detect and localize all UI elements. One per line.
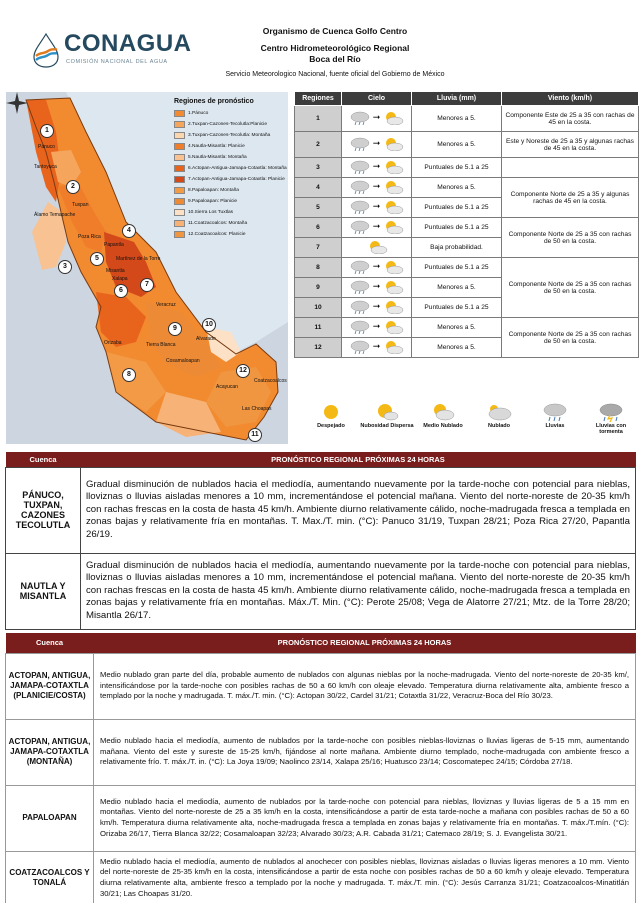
wind-cell: Componente Norte de 25 a 35 con rachas de 50 en la costa. xyxy=(502,258,639,318)
legend-swatch xyxy=(174,198,185,205)
rain-cell: Puntuales de 5.1 a 25 xyxy=(412,258,502,278)
arrow-right-icon: ➞ xyxy=(372,221,381,231)
sky-cell xyxy=(342,106,412,132)
rain-cloud-icon xyxy=(349,200,371,214)
table-row xyxy=(6,719,636,785)
legend-label: 5.Nautla-Misantla: Montaña xyxy=(188,155,247,160)
legend-item xyxy=(174,196,288,207)
table-row xyxy=(295,318,639,338)
legend-partly-cloudy xyxy=(416,402,470,444)
table-row xyxy=(295,258,639,278)
legend-swatch xyxy=(174,110,185,117)
wind-cell: Componente Este de 25 a 35 con rachas de 45 en la costa. xyxy=(502,106,639,132)
sun-cloud-icon xyxy=(382,260,404,274)
legend-swatch xyxy=(174,121,185,128)
region-label-10: 10 xyxy=(202,318,216,332)
legend-item xyxy=(174,130,288,141)
legend-item xyxy=(174,218,288,229)
table-row xyxy=(295,132,639,158)
center-location: Boca del Río xyxy=(309,54,361,64)
city-label: Veracruz xyxy=(156,302,176,308)
sky-cell xyxy=(342,158,412,178)
legend-item xyxy=(174,108,288,119)
rain-cloud-icon xyxy=(349,260,371,274)
region-number: 1 xyxy=(295,106,342,132)
region-label-9: 9 xyxy=(168,322,182,336)
region-number: 10 xyxy=(295,298,342,318)
sky-cell xyxy=(342,238,412,258)
forecast-table-north xyxy=(5,452,636,630)
table-row xyxy=(6,851,636,903)
forecast-text: Medio nublado hacia el mediodía, aumento de nublados por la tarde-noche con potencial para nieblas, lloviznas y lluvias ligeras de 5 a 15 mm en montañas. Viento del norte-noreste de 25 a 35 km/h en la costa, intensificándose a partir de esta tarde-noche a mañana con posibles rachas de 50 a 60 km/h. Temperatura diurna relativamente alta, noche-madrugada fresca a templada en zonas bajas y relativamente fría en montañas. T. máx./T.mín. (°C): Orizaba 26/17, Tierra Blanca 32/22; Cosamaloapan 32/23; Alvarado 30/23; A.R. Cabada 31/21; Catemaco 28/19; S. J. Evangelista 30/21. xyxy=(94,785,636,851)
city-label: Tantoyuca xyxy=(34,164,57,170)
sun-cloud-icon xyxy=(382,160,404,174)
sky-cell xyxy=(342,318,412,338)
arrow-right-icon: ➞ xyxy=(372,201,381,211)
legend-label: 3.Tuxpan-Cazones-Tecolutla: Montaña xyxy=(188,133,271,138)
city-label: Tuxpan xyxy=(72,202,89,208)
forecast-text: Gradual disminución de nublados hacia el mediodía, aumentando nuevamente por la tarde-noche con potencial para nieblas, lloviznas o lluvias aisladas menores a 10 mm, incrementándose el potencial mañana. Viento del norte-noreste de 20-35 km/h con rachas frescas en la costa de hasta 45 km/h. Ambiente diurno relativamente cálido, noche-madrugada fresca a templada en zonas bajas y relativamente fría en montañas. Máx./T. Min. (°C): Perote 25/08; Vega de Alatorre 27/21; Mtz. de la Torre 28/20; Misantla 26/17. xyxy=(81,553,636,629)
table-row xyxy=(295,218,639,238)
legend-scattered xyxy=(360,402,414,444)
city-label: Coatzacoalcos xyxy=(254,378,287,384)
organization-name: Organismo de Cuenca Golfo Centro xyxy=(262,26,408,36)
forecast-table-south xyxy=(5,633,636,903)
logo-subtitle: COMISIÓN NACIONAL DEL AGUA xyxy=(66,59,168,65)
city-label: Cosamaloapan xyxy=(166,358,200,364)
region-label-12: 12 xyxy=(236,364,250,378)
header-wind: Viento (km/h) xyxy=(502,92,639,106)
legend-partly-cloudy-label: Medio Nublado xyxy=(423,423,463,429)
rain-cloud-icon xyxy=(349,340,371,354)
legend-clear-label: Despejado xyxy=(317,423,345,429)
header-sky: Cielo xyxy=(342,92,412,106)
region-number: 9 xyxy=(295,278,342,298)
region-number: 4 xyxy=(295,178,342,198)
sun-cloud-icon xyxy=(382,111,404,125)
rain-cloud-icon xyxy=(349,180,371,194)
rain-cell: Menores a 5. xyxy=(412,106,502,132)
region-number: 3 xyxy=(295,158,342,178)
legend-label: 10.Sierra Los Tuxtlas xyxy=(188,210,234,215)
legend-swatch xyxy=(174,220,185,227)
rain-cloud-icon xyxy=(349,320,371,334)
region-label-6: 6 xyxy=(114,284,128,298)
rain-cell: Puntuales de 5.1 a 25 xyxy=(412,198,502,218)
sky-cell xyxy=(342,278,412,298)
region-label-2: 2 xyxy=(66,180,80,194)
city-label: Alvarado xyxy=(196,336,216,342)
rain-cell: Menores a 5. xyxy=(412,318,502,338)
region-number: 6 xyxy=(295,218,342,238)
wind-cell: Componente Norte de 25 a 35 y algunas rachas de 45 en la costa. xyxy=(502,178,639,218)
basin-name: PÁNUCO, TUXPAN, CAZONES TECOLUTLA xyxy=(6,467,81,553)
sky-cell xyxy=(342,338,412,358)
rain-cell: Menores a 5. xyxy=(412,178,502,198)
legend-label: 2.Tuxpan-Cazones-Tecolutla:Planicie xyxy=(188,122,268,127)
sun-cloud-icon xyxy=(382,340,404,354)
legend-label: 7.Actopan-Antigua-Jamapa-Cotaxtla: Planicie xyxy=(188,177,285,182)
sun-cloud-icon xyxy=(382,220,404,234)
rain-cell: Puntuales de 5.1 a 25 xyxy=(412,298,502,318)
legend-title: Regiones de pronóstico xyxy=(174,98,254,105)
sky-cell xyxy=(342,178,412,198)
region-label-4: 4 xyxy=(122,224,136,238)
region-label-7: 7 xyxy=(140,278,154,292)
wind-cell-empty xyxy=(502,158,639,178)
city-label: Misantla xyxy=(106,268,125,274)
arrow-right-icon: ➞ xyxy=(372,281,381,291)
legend-label: 4.Nautla-Misantla: Planicie xyxy=(188,144,245,149)
legend-label: 12.Coatzacoalcos: Planicie xyxy=(188,232,246,237)
page-header xyxy=(0,0,640,88)
region-number: 2 xyxy=(295,132,342,158)
arrow-right-icon: ➞ xyxy=(372,341,381,351)
region-label-1: 1 xyxy=(40,124,54,138)
basin-name: ACTOPAN, ANTIGUA, JAMAPA-COTAXTLA (PLANICIE/COSTA) xyxy=(6,653,94,719)
legend-cloudy xyxy=(472,402,526,444)
conagua-logo xyxy=(30,28,190,72)
legend-item xyxy=(174,229,288,240)
t1-header-forecast: PRONÓSTICO REGIONAL PRÓXIMAS 24 HORAS xyxy=(81,452,636,467)
logo-wordmark: CONAGUA xyxy=(64,30,192,57)
t2-header-basin: Cuenca xyxy=(6,633,94,653)
region-label-11: 11 xyxy=(248,428,262,442)
forecast-text: Medio nublado hacia el mediodía, aumento de nublados por la tarde-noche con posibles nieblas-lloviznas o lluvias ligeras de 5-15 mm, aumentando mañana. Viento del este y sureste de 15-25 km/h, fijándose al norte mañana. Ambiente diurno templado, noche-madrugada con ambiente fresco a relativamente frío. T. máx./T. in. (°C): La Joya 19/09; Naolinco 23/14, Xalapa 25/16; Huatusco 23/14; Coscomatepec 24/15; Córdoba 27/18. xyxy=(94,719,636,785)
table-row xyxy=(6,553,636,629)
arrow-right-icon: ➞ xyxy=(372,301,381,311)
sun-cloud-icon xyxy=(382,200,404,214)
t1-header-basin: Cuenca xyxy=(6,452,81,467)
rain-cell: Puntuales de 5.1 a 25 xyxy=(412,218,502,238)
region-number: 5 xyxy=(295,198,342,218)
conagua-drop-icon xyxy=(30,32,62,68)
region-label-8: 8 xyxy=(122,368,136,382)
legend-label: 11.Coatzacoalcos: Montaña xyxy=(188,221,248,226)
city-label: Papantla xyxy=(104,242,124,248)
rain-cloud-icon xyxy=(349,220,371,234)
sky-cell xyxy=(342,218,412,238)
wind-cell: Componente Norte de 25 a 35 con rachas de 50 en la costa. xyxy=(502,218,639,258)
legend-swatch xyxy=(174,187,185,194)
city-label: Álamo Temapache xyxy=(34,212,76,218)
arrow-right-icon: ➞ xyxy=(372,138,381,148)
legend-item xyxy=(174,185,288,196)
rain-cell: Menores a 5. xyxy=(412,278,502,298)
sun-cloud-icon xyxy=(382,180,404,194)
arrow-right-icon: ➞ xyxy=(372,112,381,122)
region-number: 8 xyxy=(295,258,342,278)
storm-icon xyxy=(598,402,624,422)
legend-swatch xyxy=(174,143,185,150)
sun-cloud-icon xyxy=(382,300,404,314)
legend-scattered-label: Nubosidad Dispersa xyxy=(360,423,414,429)
service-line: Servicio Meteorologico Nacional, fuente oficial del Gobierno de México xyxy=(225,71,445,78)
legend-swatch xyxy=(174,176,185,183)
sky-cell xyxy=(342,298,412,318)
city-label: Acayucan xyxy=(216,384,238,390)
table-row xyxy=(295,158,639,178)
sky-cell xyxy=(342,132,412,158)
city-label: Las Choapas xyxy=(242,406,272,412)
region-label-3: 3 xyxy=(58,260,72,274)
basin-name: COATZACOALCOS Y TONALÁ xyxy=(6,851,94,903)
legend-cloudy-label: Nublado xyxy=(488,423,510,429)
city-label: Orizaba xyxy=(104,340,122,346)
rain-cell: Menores a 5. xyxy=(412,132,502,158)
legend-swatch xyxy=(174,231,185,238)
map-legend xyxy=(174,98,288,240)
legend-storm xyxy=(584,402,638,444)
city-label: Poza Rica xyxy=(78,234,101,240)
arrow-right-icon: ➞ xyxy=(372,181,381,191)
city-label: Martínez de la Torre xyxy=(116,256,161,262)
region-number: 12 xyxy=(295,338,342,358)
legend-item xyxy=(174,152,288,163)
rain-cloud-icon xyxy=(349,137,371,151)
forecast-text: Gradual disminución de nublados hacia el mediodía, aumentando nuevamente por la tarde-noche con potencial para nieblas, lloviznas o lluvias aisladas menores a 10 mm, incrementándose el potencial mañana. Viento del norte-noreste de 20-35 km/h con rachas frescas en la costa de hasta 45 km/h. Ambiente diurno relativamente cálido, noche-madrugada fresca a templada en zonas bajas y relativamente fría en montañas. T. Max./T. min. (°C): Panuco 31/19, Tuxpan 28/21; Poza Rica 27/20, Papantla 26/19. xyxy=(81,467,636,553)
rain-cell: Puntuales de 5.1 a 25 xyxy=(412,158,502,178)
arrow-right-icon: ➞ xyxy=(372,161,381,171)
legend-swatch xyxy=(174,209,185,216)
header-rain: Lluvia (mm) xyxy=(412,92,502,106)
basin-name: PAPALOAPAN xyxy=(6,785,94,851)
sky-condition-legend xyxy=(296,400,640,444)
sun-cloud-icon xyxy=(366,240,388,254)
legend-clear xyxy=(304,402,358,444)
legend-item xyxy=(174,119,288,130)
rain-cloud-icon xyxy=(349,280,371,294)
sun-cloud-icon xyxy=(430,402,456,422)
legend-rain-label: Lluvias xyxy=(545,423,565,429)
forecast-text: Medio nublado hacia el mediodía, aumento de nublados al anochecer con posibles nieblas, lloviznas aisladas o lluvias ligeras menores a 10 mm. Viento del norte-noreste de 25-35 km/h en la costa, intensificándose a partir de esta noche con posibles rachas de 50 a 60 km/h y oleaje elevado. Temperatura diurna relativamente alta, ambiente fresco a templado por la noche y madrugada. T. máx./T. min. (°C): Jesús Carranza 31/21; Coatzacoalcos-Minatitlán 30/21; Las Choapas 31/20. xyxy=(94,851,636,903)
city-label: Pánuco xyxy=(38,144,55,150)
wind-cell: Este y Noreste de 25 a 35 y algunas rachas de 45 en la costa. xyxy=(502,132,639,158)
region-number: 11 xyxy=(295,318,342,338)
legend-label: 8.Papaloapan: Montaña xyxy=(188,188,239,193)
table-row xyxy=(6,467,636,553)
rain-cell: Menores a 5. xyxy=(412,338,502,358)
cloud-icon xyxy=(486,402,512,422)
rain-cloud-icon xyxy=(349,300,371,314)
legend-rain xyxy=(528,402,582,444)
legend-swatch xyxy=(174,165,185,172)
sun-cloud-icon xyxy=(382,137,404,151)
rain-cloud-icon xyxy=(349,111,371,125)
forecast-regions-map xyxy=(6,92,288,444)
arrow-right-icon: ➞ xyxy=(372,321,381,331)
sun-icon xyxy=(318,402,344,422)
rain-cloud-icon xyxy=(349,160,371,174)
center-name: Centro Hidrometeorológico Regional xyxy=(260,43,410,53)
compass-rose-icon xyxy=(6,92,28,114)
legend-label: 1.Pánuco xyxy=(188,111,209,116)
legend-storm-label: Lluvias con tormenta xyxy=(595,423,627,435)
wind-cell: Componente Norte de 25 a 35 con rachas de 50 en la costa. xyxy=(502,318,639,358)
sun-cloud-icon xyxy=(382,320,404,334)
sky-cell xyxy=(342,258,412,278)
forecast-text: Medio nublado gran parte del día, probable aumento de nublados con algunas nieblas por la noche-madrugada. Viento del norte-noreste de 20-35 km/, intensificándose por la tarde-noche con posibles rachas de 50 a 60 km/h con oleaje elevado. Temperatura diurna relativamente alta, ambiente fresco a templado por la noche y madrugada. T. máx./T. min. (°C): Actopan 30/22, Cardel 31/21; Cotaxtla 31/22, Veracruz-Boca del Río 30/23. xyxy=(94,653,636,719)
region-number: 7 xyxy=(295,238,342,258)
legend-swatch xyxy=(174,154,185,161)
legend-item xyxy=(174,163,288,174)
header-regions: Regiones xyxy=(295,92,342,106)
sky-cell xyxy=(342,198,412,218)
sun-small-cloud-icon xyxy=(374,402,400,422)
table-row xyxy=(295,106,639,132)
city-label: Tierra Blanca xyxy=(146,342,176,348)
rain-cell: Baja probabilidad. xyxy=(412,238,502,258)
region-label-5: 5 xyxy=(90,252,104,266)
legend-item xyxy=(174,174,288,185)
legend-swatch xyxy=(174,132,185,139)
arrow-right-icon: ➞ xyxy=(372,261,381,271)
table-row xyxy=(295,178,639,198)
legend-label: 9.Papaloapan: Planicie xyxy=(188,199,238,204)
table-row xyxy=(6,653,636,719)
city-label: Xalapa xyxy=(112,276,128,282)
legend-item xyxy=(174,207,288,218)
legend-label: 6.Actopan-Antigua-Jamapa-Cotaxtla: Montaña xyxy=(188,166,287,171)
rain-icon xyxy=(542,402,568,422)
basin-name: ACTOPAN, ANTIGUA, JAMAPA-COTAXTLA (MONTAÑA) xyxy=(6,719,94,785)
legend-item xyxy=(174,141,288,152)
sun-cloud-icon xyxy=(382,280,404,294)
table-row xyxy=(6,785,636,851)
t2-header-forecast: PRONÓSTICO REGIONAL PRÓXIMAS 24 HORAS xyxy=(94,633,636,653)
basin-name: NAUTLA Y MISANTLA xyxy=(6,553,81,629)
regions-forecast-table xyxy=(294,91,639,358)
